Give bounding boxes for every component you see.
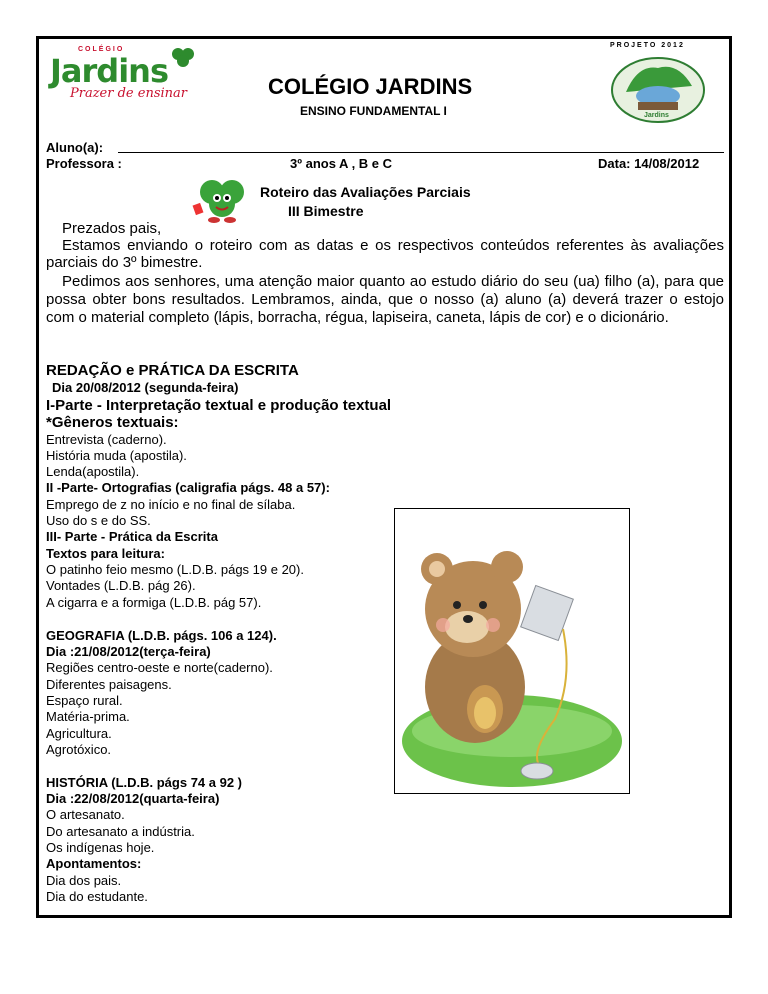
clover-mascot-icon [190,176,256,224]
redacao-part3: III- Parte - Prática da Escrita [46,529,218,544]
list-item: Lenda(apostila). [46,464,140,479]
bear-illustration [394,508,630,794]
redacao-textos: Textos para leitura: [46,546,165,561]
page-subtitle: ENSINO FUNDAMENTAL I [300,104,447,118]
list-item: Entrevista (caderno). [46,432,167,447]
list-item: História muda (apostila). [46,448,187,463]
intro-paragraph-1: Estamos enviando o roteiro com as datas e os respectivos conteúdos referentes às avaliações parciais do 3º bimestre. [46,237,724,271]
list-item: Agricultura. [46,726,112,741]
list-item: Diferentes paisagens. [46,677,172,692]
list-item: Espaço rural. [46,693,123,708]
logo-tagline: Prazer de ensinar [70,86,187,101]
geografia-title: GEOGRAFIA (L.D.B. págs. 106 a 124). [46,628,277,643]
aluno-label: Aluno(a): [46,140,104,155]
roteiro-title: Roteiro das Avaliações Parciais [260,184,471,200]
list-item: Dia do estudante. [46,889,148,904]
historia-date: Dia :22/08/2012(quarta-feira) [46,791,220,806]
list-item: Agrotóxico. [46,742,112,757]
project-label: Jardins [644,112,669,119]
project-logo [600,42,712,126]
geografia-date: Dia :21/08/2012(terça-feira) [46,644,211,659]
redacao-part2: II -Parte- Ortografias (caligrafia págs. 48 a 57): [46,480,330,495]
list-item: Matéria-prima. [46,709,130,724]
list-item: Dia dos pais. [46,873,122,888]
list-item: O artesanato. [46,807,125,822]
project-title: PROJETO 2012 [610,42,685,49]
list-item: Vontades (L.D.B. pág 26). [46,578,196,593]
professora-label: Professora : [46,156,122,171]
classes-text: 3º anos A , B e C [290,156,393,171]
logo-small-text: COLÉGIO [78,46,125,53]
list-item: Uso do s e do SS. [46,513,151,528]
redacao-generos: *Gêneros textuais: [46,414,179,431]
teddy-bear-icon [395,509,629,793]
roteiro-subtitle: III Bimestre [288,203,364,219]
redacao-title: REDAÇÃO e PRÁTICA DA ESCRITA [46,362,299,379]
school-logo [50,46,218,106]
clover-icon [168,46,198,70]
historia-title: HISTÓRIA (L.D.B. págs 74 a 92 ) [46,775,243,790]
intro-paragraph-2: Pedimos aos senhores, uma atenção maior quanto ao estudo diário do seu (ua) filho (a), para que possa obter bons resultados. Lembramos, ainda, que o nosso (a) aluno (a) deverá trazer o estojo com o material completo (lápis, borracha, régua, lapiseira, caneta, lápis de cor) e o dicionário. [46,273,724,326]
list-item: Do artesanato a indústria. [46,824,195,839]
page-title: COLÉGIO JARDINS [268,74,473,99]
aluno-line [118,152,724,153]
list-item: Os indígenas hoje. [46,840,155,855]
logo-brand: Jardins [50,52,168,90]
list-item: A cigarra e a formiga (L.D.B. pág 57). [46,595,262,610]
list-item: Emprego de z no início e no final de sílaba. [46,497,296,512]
list-item: O patinho feio mesmo (L.D.B. págs 19 e 20). [46,562,304,577]
redacao-date: Dia 20/08/2012 (segunda-feira) [52,380,239,395]
date-text: Data: 14/08/2012 [598,156,700,171]
redacao-part1: I-Parte - Interpretação textual e produção textual [46,397,392,414]
historia-apontamentos: Apontamentos: [46,856,142,871]
list-item: Regiões centro-oeste e norte(caderno). [46,660,273,675]
greeting: Prezados pais, [62,220,162,237]
